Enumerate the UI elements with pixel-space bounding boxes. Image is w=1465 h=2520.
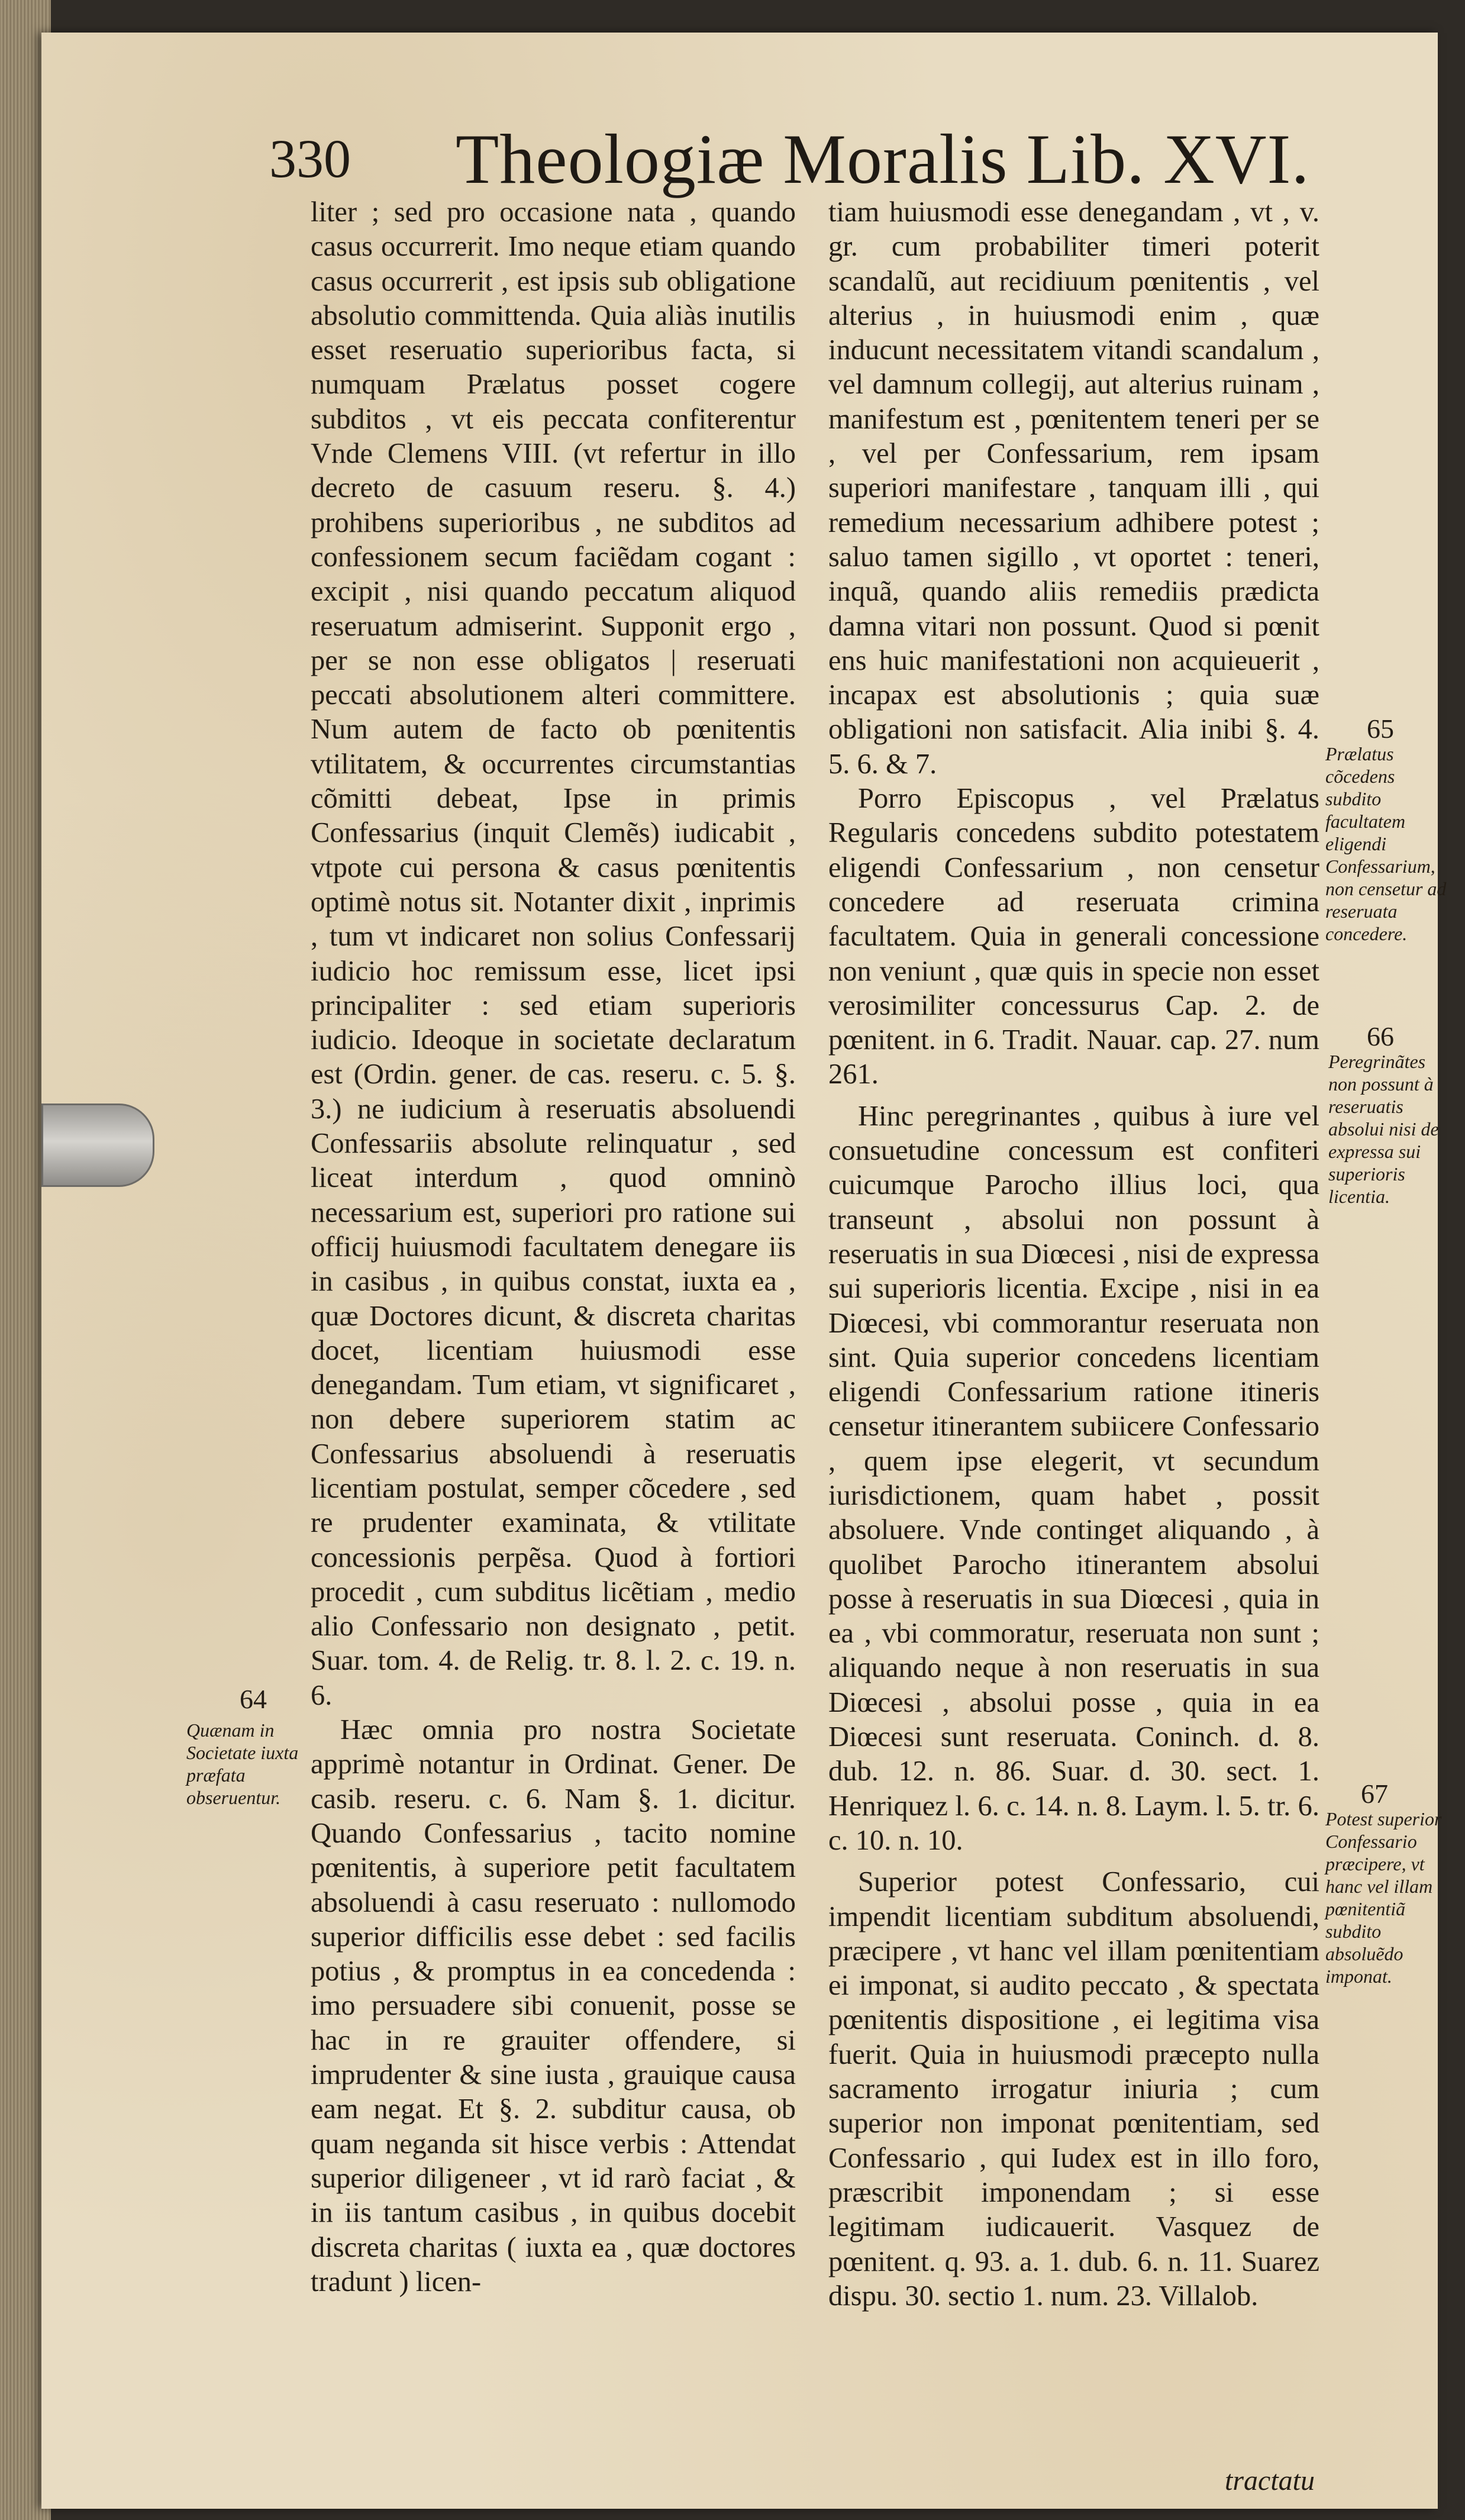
catchword: tractatu bbox=[1225, 2465, 1315, 2496]
running-title: Theologiæ Moralis Lib. XVI. bbox=[456, 120, 1310, 198]
margin-note-67: Potest superior Confessario præcipere, vt hanc vel illam pœnitentiã subdito absoluẽdo imponat. bbox=[1325, 1808, 1442, 1987]
right-column bbox=[828, 195, 1319, 2314]
right-paragraph-1: tiam huiusmodi esse denegandam , vt , v. gr. cum probabiliter timeri poterit scandalũ, aut recidiuum pœnitentis , vel alterius , in huiusmodi enim , quæ inducunt necessitatem vitandi scandalum , vel damnum collegij, aut alterius ruinam , manifestum est , pœnitentem teneri per se , vel per Confessarium, rem ipsam superiori manifestare , tanquam illi , qui remedium necessarium adhibere potest ; saluo tamen sigillo , vt oportet : teneri, inquã, quando aliis remediis prædicta damna vitari non possunt. Quod si pœnit ens huic manifestationi non acquieuerit , incapax est absolutionis ; quia suæ obligationi non satisfacit. Alia inibi §. 4. 5. 6. & 7. bbox=[828, 196, 1319, 780]
margin-number-67: 67 bbox=[1361, 1779, 1388, 1809]
right-paragraph-4: Superior potest Confessario, cui impendit licentiam subditum absoluendi, præcipere , vt hanc vel illam pœnitentiam ei imponat, si audito peccato , & spectata pœnitentis dispositione , ei legitima visa fuerit. Quia in huiusmodi præcepto nulla sacramento irrogatur iniuria ; cum superior non imponat pœnitentiam, sed Confessario , qui Iudex est in illo foro, præscribit imponendam ; si esse legitimam iudicauerit. Vasquez de pœnitent. q. 93. a. 1. dub. 6. n. 11. Suarez dispu. 30. sectio 1. num. 23. Villalob. bbox=[828, 1866, 1319, 2312]
right-paragraph-2: Porro Episcopus , vel Prælatus Regularis concedens subdito potestatem eligendi Confessarium , non censetur concedere ad reseruata crimina facultatem. Quia in generali concessione non veniunt , quæ quis in specie non esset verosimiliter concessurus Cap. 2. de pœnitent. in 6. Tradit. Nauar. cap. 27. num 261. bbox=[828, 783, 1319, 1090]
right-paragraph-3: Hinc peregrinantes , quibus à iure vel consuetudine concessum est confiteri cuicumque Parocho illius loci, qua transeunt , absolui non possunt à reseruatis in sua Diœcesi , nisi de expressa sui superioris licentia. Excipe , nisi in ea Diœcesi, vbi commorantur reseruata non sint. Quia superior concedens licentiam eligendi Confessarium ratione itineris censetur itinerantem subiicere Confessario , quem ipse elegerit, vt secundum iurisdictionem, quam habet , possit absoluere. Vnde continget aliquando , à quolibet Parocho itinerantem absolui posse à reseruatis in sua Diœcesi , quia in ea , vbi commoratur, reseruata non sunt ; aliquando neque à non reseruatis in sua Diœcesi , absolui posse , quia in ea Diœcesi sunt reseruata. Coninch. d. 8. dub. 12. n. 86. Suar. d. 30. sect. 1. Henriquez l. 6. c. 14. n. 8. Laym. l. 5. tr. 6. c. 10. n. 10. bbox=[828, 1100, 1319, 1856]
margin-note-65: Prælatus cõcedens subdito facultatem eligendi Confessarium, non censetur ad reseruata concedere. bbox=[1325, 743, 1447, 944]
margin-note-64: Quænam in Societate iuxta præfata obseruentur. bbox=[186, 1719, 299, 1808]
left-paragraph-1: liter ; sed pro occasione nata , quando casus occurrerit. Imo neque etiam quando casus occurrerit , est ipsis sub obligatione absolutio committenda. Quia aliàs inutilis esset reseruatio superioribus facta, si numquam Prælatus posset cogere subditos , vt eis peccata confiterentur Vnde Clemens VIII. (vt refertur in illo decreto de casuum reseru. §. 4.) prohibens superioribus , ne subditos ad confessionem secum faciẽdam cogant : excipit , nisi quando peccatum aliquod reseruatum admiserint. Supponit ergo , per se non esse obligatos | reseruati peccati absolutionem alteri committere. Num autem de facto ob pœnitentis vtilitatem, & occurrentes circumstantias cõmitti debeat, Ipse in primis Confessarius (inquit Clemẽs) iudicabit , vtpote cui persona & casus pœnitentis optimè notus sit. Notanter dixit , inprimis , tum vt indicaret non solius Confessarij iudicio hoc remissum esse, licet ipsi principaliter : sed etiam superioris iudicio. Ideoque in societate declaratum est (Ordin. gener. de cas. reseru. c. 5. §. 3.) ne iudicium à reseruatis absoluendi Confessariis absolute relinquatur , sed liceat interdum , quod omninò necessarium est, superiori pro ratione sui officij huiusmodi facultatem denegare iis in casibus , in quibus constat, iuxta ea , quæ Doctores dicunt, & discreta charitas docet, licentiam huiusmodi esse denegandam. Tum etiam, vt significaret , non debere superiorem statim ac Confessarius absoluendi à reseruatis licentiam postulat, semper cõcedere , sed re prudenter examinata, & vtilitate concessionis perpẽsa. Quod à fortiori procedit , cum subditus licẽtiam , medio alio Confessario non designato , petit. Suar. tom. 4. de Relig. tr. 8. l. 2. c. 19. n. 6. bbox=[311, 196, 796, 1711]
page-clip bbox=[41, 1103, 154, 1187]
margin-number-64: 64 bbox=[240, 1684, 267, 1714]
margin-number-66: 66 bbox=[1367, 1021, 1394, 1051]
left-paragraph-2: Hæc omnia pro nostra Societate apprimè notantur in Ordinat. Gener. De casib. reseru. c. 6. Nam §. 1. dicitur. Quando Confessarius , tacito nomine pœnitentis, à superiore petit facultatem absoluendi à casu reseruato : nullomodo superior difficilis esse debet : sed facilis potius , & promptus in ea concedenda : imo persuadere sibi conuenit, posse se hac in re grauiter offendere, si imprudenter & sine iusta , grauique causa eam negat. Et §. 2. subditur causa, ob quam neganda sit hisce verbis : Attendat superior diligeneer , vt id rarò faciat , & in iis tantum casibus , in quibus docebit discreta charitas ( iuxta ea , quæ doctores tradunt ) licen- bbox=[311, 1714, 796, 2298]
margin-note-66: Peregrinãtes non possunt à reseruatis absolui nisi de expressa sui superioris licentia. bbox=[1328, 1051, 1439, 1207]
left-column bbox=[311, 195, 796, 2299]
page-number: 330 bbox=[269, 128, 351, 189]
margin-number-65: 65 bbox=[1367, 714, 1394, 744]
